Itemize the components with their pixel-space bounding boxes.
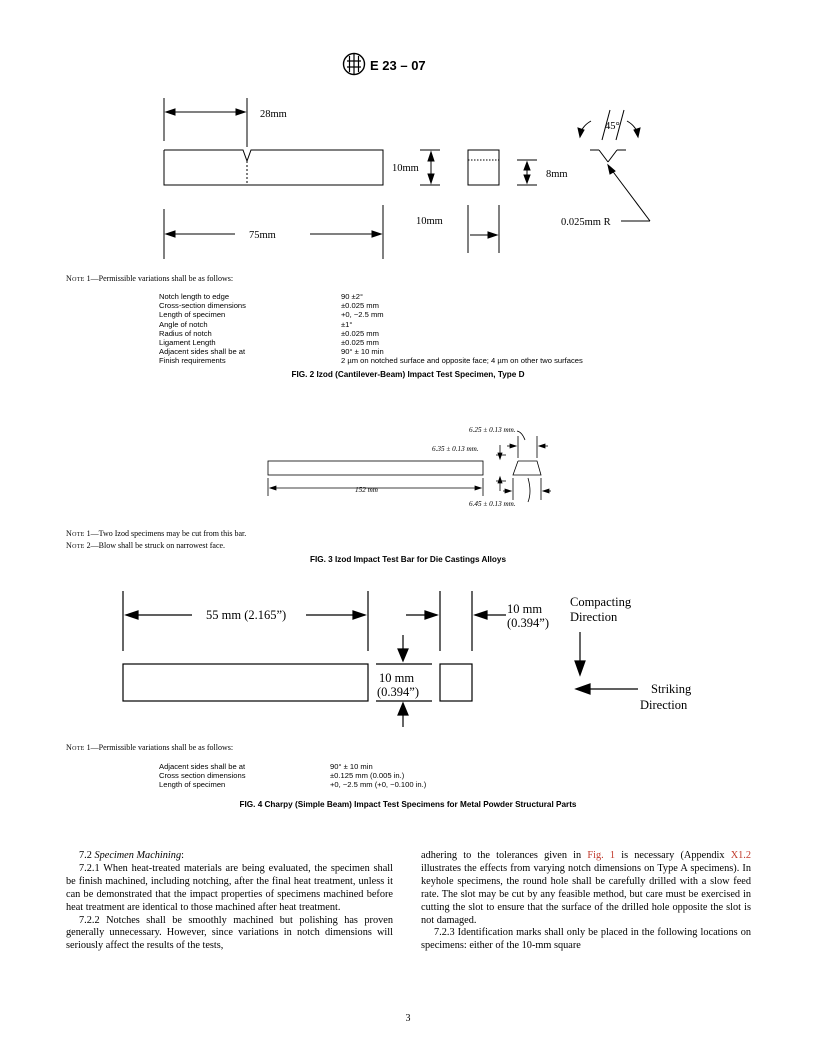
page-header bbox=[0, 52, 816, 82]
paragraph-number: 7.2.2 bbox=[79, 914, 100, 926]
table-row bbox=[159, 347, 583, 356]
requirement-item: Cross-section dimensions bbox=[159, 301, 246, 311]
fig2-dim-notch-edge: 28mm bbox=[260, 109, 287, 120]
fig3-dim-top: 6.25 ± 0.13 mm. bbox=[469, 426, 516, 434]
note-number: 1 bbox=[86, 743, 91, 752]
table-row bbox=[159, 338, 583, 347]
requirement-item: Ligament Length bbox=[159, 338, 216, 348]
fig2-dim-ligament: 8mm bbox=[546, 169, 568, 180]
requirement-value: 90° ± 10 min bbox=[330, 762, 373, 771]
paragraph-number: 7.2.3 bbox=[434, 927, 455, 939]
paragraph-text: When heat-treated materials are being evaluated, the specimen shall be finish machined, including notching, after the final heat treatment, unless it can be demonstrated that the impact properties of specimens machined before heat treatment are identical to those machined after heat treatment. bbox=[66, 862, 393, 913]
paragraph-7-2-1 bbox=[66, 863, 393, 915]
body-right-column bbox=[421, 850, 751, 953]
fig4-striking-a: Striking bbox=[651, 682, 692, 696]
page-number: 3 bbox=[405, 1013, 411, 1024]
note-label: Note bbox=[66, 541, 85, 550]
requirement-value: +0, −2.5 mm (+0, −0.100 in.) bbox=[330, 780, 427, 790]
note-label: Note bbox=[66, 274, 85, 283]
note-number: 1 bbox=[86, 529, 91, 538]
fig3-note1-text: —Two Izod specimens may be cut from this bar. bbox=[90, 529, 247, 538]
requirement-value: 90 ±2° bbox=[341, 292, 363, 301]
requirement-value: +0, −2.5 mm bbox=[341, 310, 384, 320]
fig4-note bbox=[66, 743, 233, 752]
fig4-dim-width-a: 10 mm bbox=[507, 602, 543, 616]
paragraph-text: Identification marks shall only be placed in the following locations on specimens: either of the 10-mm square bbox=[421, 927, 751, 952]
paragraph-text: is necessary (Appendix bbox=[621, 850, 725, 861]
note-label: Note bbox=[66, 743, 85, 752]
fig3-dim-bottom: 6.45 ± 0.13 mm. bbox=[469, 500, 516, 508]
fig4-compacting-b: Direction bbox=[570, 610, 618, 624]
fig4-dim-length: 55 mm (2.165”) bbox=[206, 608, 287, 622]
requirement-value: ±0.125 mm (0.005 in.) bbox=[330, 771, 405, 781]
section-number: 7.2 bbox=[79, 850, 92, 861]
requirement-item: Angle of notch bbox=[159, 319, 208, 329]
section-heading: 7.2 Specimen Machining: bbox=[79, 850, 184, 861]
paragraph-text: illustrates the effects from varying notch dimensions on Type A specimens). In keyhole specimens, the round hole shall be carefully drilled with a slow feed rate. The slot may be cut by any feasible method, but care must be exercised in cutting the slot to ensure that the surface of the drilled hole opposite the slot is not damaged. bbox=[421, 862, 751, 926]
fig2-dim-length: 75mm bbox=[249, 230, 276, 241]
table-row bbox=[159, 320, 583, 329]
appendix-x1-2-link[interactable]: X1.2 bbox=[730, 850, 752, 861]
document-id: E 23 – 07 bbox=[370, 58, 426, 73]
fig3-dim-length: 152 mm bbox=[355, 486, 378, 494]
fig3-caption: FIG. 3 Izod Impact Test Bar for Die Castings Alloys bbox=[309, 555, 507, 564]
note-number: 1 bbox=[86, 274, 91, 283]
requirement-value: ±0.025 mm bbox=[341, 301, 379, 311]
fig2-dim-width: 10mm bbox=[416, 216, 443, 227]
paragraph-number: 7.2.1 bbox=[79, 862, 100, 874]
note-label: Note bbox=[66, 529, 85, 538]
fig3-note2-text: —Blow shall be struck on narrowest face. bbox=[90, 541, 226, 550]
fig4-compacting-a: Compacting bbox=[570, 595, 632, 609]
fig4-dim-width-b: (0.394”) bbox=[507, 616, 549, 630]
table-row bbox=[159, 780, 426, 789]
table-row bbox=[159, 301, 583, 310]
requirement-value: ±0.025 mm bbox=[341, 328, 379, 338]
requirement-item: Finish requirements bbox=[159, 356, 226, 366]
fig2-radius: 0.025mm R bbox=[561, 217, 611, 228]
fig4-drawing bbox=[110, 585, 730, 735]
fig2-dim-height: 10mm bbox=[392, 163, 419, 174]
requirement-item: Adjacent sides shall be at bbox=[159, 762, 246, 771]
paragraph-7-2-3 bbox=[421, 927, 751, 953]
fig4-dim-height-b: (0.394”) bbox=[377, 685, 419, 699]
table-row bbox=[159, 292, 583, 301]
requirement-value: 2 µm on notched surface and opposite face; 4 µm on other two surfaces bbox=[341, 356, 583, 366]
table-row bbox=[159, 329, 583, 338]
fig2-requirements-table bbox=[159, 292, 583, 366]
requirement-item: Cross section dimensions bbox=[159, 771, 246, 781]
section-title: Specimen Machining bbox=[94, 850, 182, 861]
table-row bbox=[159, 356, 583, 365]
fig3-note-1 bbox=[66, 529, 246, 538]
fig3-note-2 bbox=[66, 541, 225, 550]
requirement-item: Length of specimen bbox=[159, 310, 226, 320]
fig4-requirements-table bbox=[159, 762, 426, 790]
requirement-value: ±1° bbox=[341, 319, 353, 329]
fig3-dim-mid: 6.35 ± 0.13 mm. bbox=[432, 445, 479, 453]
fig2-note bbox=[66, 274, 766, 283]
paragraph-text: Notches shall be smoothly machined but polishing has proven generally unnecessary. However, since variations in notch dimensions will seriously affect the results of the tests, bbox=[66, 914, 393, 952]
body-left-column bbox=[66, 850, 393, 953]
fig3-drawing bbox=[260, 392, 560, 514]
fig4-striking-b: Direction bbox=[640, 698, 688, 712]
paragraph-text: adhering to the tolerances given in bbox=[421, 850, 582, 861]
table-row bbox=[159, 310, 583, 319]
table-row bbox=[159, 771, 426, 780]
paragraph-7-2-2 bbox=[66, 915, 393, 954]
astm-logo-icon bbox=[342, 52, 366, 76]
fig2-drawing bbox=[150, 93, 670, 263]
fig4-note-intro: —Permissible variations shall be as follows: bbox=[90, 743, 234, 752]
requirement-item: Adjacent sides shall be at bbox=[159, 347, 246, 357]
fig2-caption: FIG. 2 Izod (Cantilever-Beam) Impact Test Specimen, Type D bbox=[291, 370, 525, 379]
fig2-angle: 45° bbox=[605, 121, 620, 132]
paragraph-7-2-2-continued bbox=[421, 850, 751, 927]
note-number: 2 bbox=[86, 541, 91, 550]
requirement-value: 90° ± 10 min bbox=[341, 347, 384, 357]
table-row bbox=[159, 762, 426, 771]
fig4-caption: FIG. 4 Charpy (Simple Beam) Impact Test Specimens for Metal Powder Structural Parts bbox=[239, 800, 577, 809]
requirement-value: ±0.025 mm bbox=[341, 338, 379, 348]
fig4-dim-height-a: 10 mm bbox=[379, 671, 415, 685]
fig2-note-intro: —Permissible variations shall be as follows: bbox=[90, 274, 234, 283]
requirement-item: Length of specimen bbox=[159, 780, 226, 790]
requirement-item: Notch length to edge bbox=[159, 292, 230, 301]
requirement-item: Radius of notch bbox=[159, 328, 212, 338]
fig-1-link[interactable]: Fig. 1 bbox=[587, 850, 616, 861]
